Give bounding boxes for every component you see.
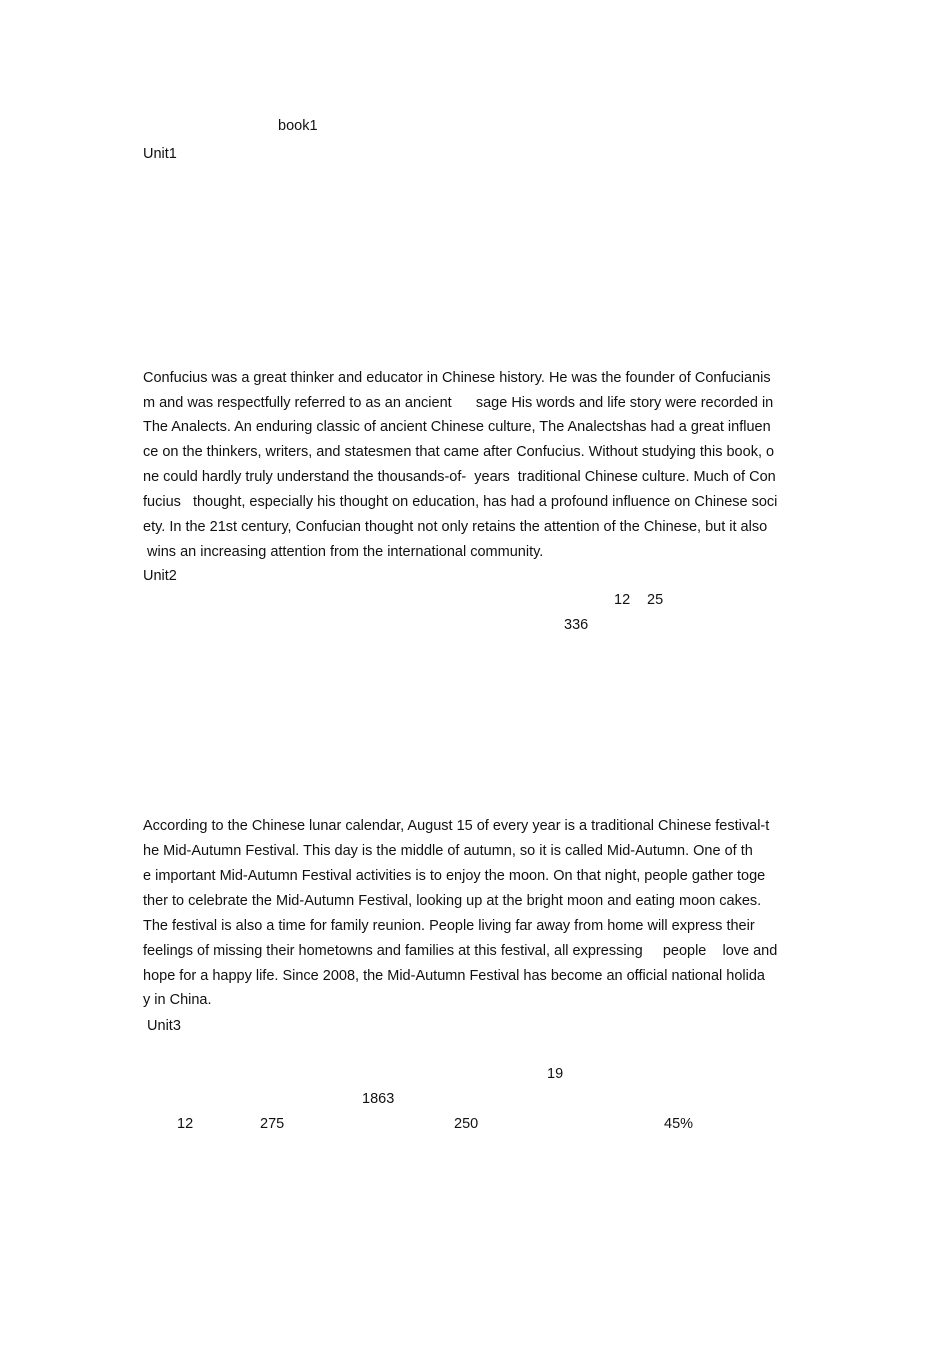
paragraph-line: Confucius was a great thinker and educator in Chinese history. He was the founder of Confucianis xyxy=(143,370,771,386)
unit2-number: 12 xyxy=(614,592,631,608)
unit3-number: 12 xyxy=(177,1116,194,1132)
unit3-number: 250 xyxy=(454,1116,479,1132)
unit3-heading: Unit3 xyxy=(143,1018,181,1034)
paragraph-line: e important Mid-Autumn Festival activities is to enjoy the moon. On that night, people gather toge xyxy=(143,868,766,884)
unit3-number: 45% xyxy=(664,1116,694,1132)
paragraph-line: wins an increasing attention from the international community. xyxy=(143,544,544,560)
paragraph-line: ne could hardly truly understand the thousands-of- years traditional Chinese culture. Much of Con xyxy=(143,469,776,485)
book-label: book1 xyxy=(278,118,318,134)
paragraph-line: The festival is also a time for family reunion. People living far away from home will express their xyxy=(143,918,755,934)
unit2-number: 25 xyxy=(647,592,664,608)
unit1-heading: Unit1 xyxy=(143,146,177,162)
unit3-number: 19 xyxy=(547,1066,564,1082)
paragraph-line: fucius thought, especially his thought on education, has had a profound influence on Chinese soci xyxy=(143,494,778,510)
unit2-heading: Unit2 xyxy=(143,568,177,584)
paragraph-line: he Mid-Autumn Festival. This day is the middle of autumn, so it is called Mid-Autumn. One of th xyxy=(143,843,753,859)
paragraph-line: ther to celebrate the Mid-Autumn Festival, looking up at the bright moon and eating moon cakes. xyxy=(143,893,762,909)
paragraph-line: y in China. xyxy=(143,992,212,1008)
paragraph-line: ce on the thinkers, writers, and statesmen that came after Confucius. Without studying this book, o xyxy=(143,444,775,460)
paragraph-line: feelings of missing their hometowns and families at this festival, all expressing people love and xyxy=(143,943,778,959)
paragraph-line: m and was respectfully referred to as an ancient sage His words and life story were recorded in xyxy=(143,395,774,411)
paragraph-line: The Analects. An enduring classic of ancient Chinese culture, The Analectshas had a great influen xyxy=(143,419,771,435)
paragraph-line: hope for a happy life. Since 2008, the Mid-Autumn Festival has become an official national holida xyxy=(143,968,765,984)
paragraph-line: According to the Chinese lunar calendar, August 15 of every year is a traditional Chinese festival-t xyxy=(143,818,770,834)
paragraph-line: ety. In the 21st century, Confucian thought not only retains the attention of the Chinese, but it also xyxy=(143,519,768,535)
unit2-number: 336 xyxy=(564,617,589,633)
unit3-number: 275 xyxy=(260,1116,285,1132)
unit3-number: 1863 xyxy=(362,1091,395,1107)
